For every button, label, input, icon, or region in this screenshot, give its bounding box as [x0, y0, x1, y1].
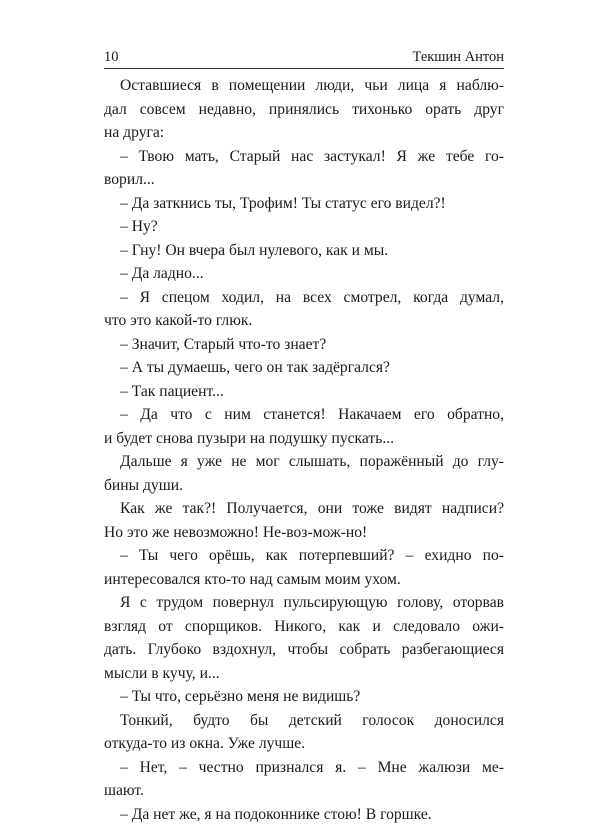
text-line: – А ты думаешь, чего он так задёргался?	[104, 356, 504, 380]
text-line: на друга:	[104, 121, 504, 145]
text-line: Как же так?! Получается, они тоже видят надписи?	[104, 497, 504, 521]
text-line: – Да ладно...	[104, 262, 504, 286]
text-line: и будет снова пузыри на подушку пускать...	[104, 427, 504, 451]
text-line: Но это же невозможно! Не-воз-мож-но!	[104, 521, 504, 545]
text-line: дать. Глубоко вздохнул, чтобы собрать разбегающиеся	[104, 638, 504, 662]
text-line: – Я спецом ходил, на всех смотрел, когда думал,	[104, 286, 504, 310]
text-line: интересовался кто-то над самым моим ухом.	[104, 568, 504, 592]
text-line: – Да нет же, я на подоконнике стою! В горшке.	[104, 803, 504, 826]
text-line: – Ты чего орёшь, как потерпевший? – ехидно по-	[104, 544, 504, 568]
text-line: – Да что с ним станется! Накачаем его обратно,	[104, 403, 504, 427]
running-head: Текшин Антон	[413, 46, 504, 68]
text-line: – Гну! Он вчера был нулевого, как и мы.	[104, 239, 504, 263]
text-line: что это какой-то глюк.	[104, 309, 504, 333]
text-line: бины души.	[104, 474, 504, 498]
text-line: откуда-то из окна. Уже лучше.	[104, 732, 504, 756]
text-line: – Ты что, серьёзно меня не видишь?	[104, 685, 504, 709]
text-line: – Нет, – честно признался я. – Мне жалюзи ме-	[104, 756, 504, 780]
text-line: Дальше я уже не мог слышать, поражённый до глу-	[104, 450, 504, 474]
text-line: взгляд от спорщиков. Никого, как и следовало ожи-	[104, 615, 504, 639]
text-line: ворил...	[104, 168, 504, 192]
header-rule	[104, 68, 504, 69]
body-text	[104, 74, 504, 826]
text-line: мысли в кучу, и...	[104, 662, 504, 686]
text-line: – Ну?	[104, 215, 504, 239]
text-line: Тонкий, будто бы детский голосок доносился	[104, 709, 504, 733]
page-number: 10	[104, 46, 119, 68]
text-line: – Значит, Старый что-то знает?	[104, 333, 504, 357]
text-line: Я с трудом повернул пульсирующую голову, оторвав	[104, 591, 504, 615]
page-header	[104, 46, 504, 68]
text-line: Оставшиеся в помещении люди, чьи лица я наблю-	[104, 74, 504, 98]
text-line: шают.	[104, 779, 504, 803]
text-line: дал совсем недавно, принялись тихонько орать друг	[104, 98, 504, 122]
text-line: – Твою мать, Старый нас застукал! Я же тебе го-	[104, 145, 504, 169]
text-line: – Да заткнись ты, Трофим! Ты статус его видел?!	[104, 192, 504, 216]
text-line: – Так пациент...	[104, 380, 504, 404]
